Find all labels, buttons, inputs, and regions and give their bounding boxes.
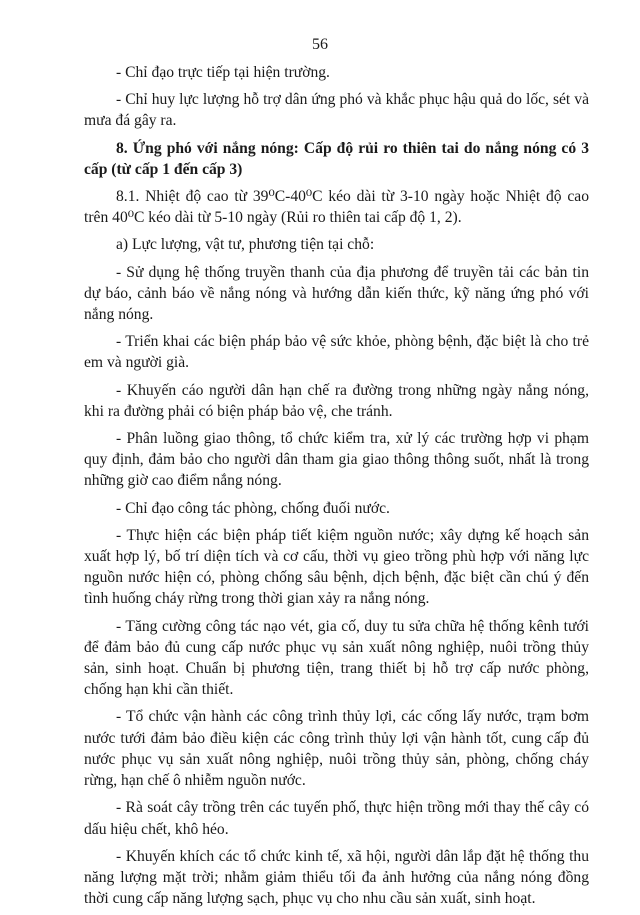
- paragraph: - Chỉ đạo trực tiếp tại hiện trường.: [116, 64, 330, 81]
- subsection-paragraph: 8.1. Nhiệt độ cao từ 39⁰C-40⁰C kéo dài từ 3-10 ngày hoặc Nhiệt độ cao trên 40⁰C kéo dài từ 5-10 ngày (Rủi ro thiên tai cấp độ 1, 2).: [84, 188, 589, 227]
- paragraph: - Sử dụng hệ thống truyền thanh của địa phương để truyền tải các bản tin dự báo, cảnh báo về nắng nóng và hướng dẫn kiến thức, kỹ năng ứng phó với nắng nóng.: [84, 263, 589, 324]
- paragraph: - Tổ chức vận hành các công trình thủy lợi, các cống lấy nước, trạm bơm nước tưới đảm bảo điều kiện các công trình thủy lợi vận hành tốt, cung cấp đủ nước phục vụ sản xuất nông nghiệp, nuôi trồng thủy sản, phòng, chống cháy rừng, hạn chế ô nhiễm nguồn nước.: [84, 708, 589, 790]
- section-heading: 8. Ứng phó với nắng nóng: Cấp độ rủi ro thiên tai do nắng nóng có 3 cấp (từ cấp 1 đến cấp 3): [84, 139, 589, 178]
- paragraph: - Chỉ đạo công tác phòng, chống đuối nước.: [116, 499, 390, 517]
- paragraph: a) Lực lượng, vật tư, phương tiện tại chỗ:: [116, 236, 375, 254]
- paragraph: - Tăng cường công tác nạo vét, gia cố, duy tu sửa chữa hệ thống kênh tưới để đảm bảo đủ cung cấp nước phục vụ sản xuất nông nghiệp, nuôi trồng thủy sản, sinh hoạt. Chuẩn bị phương tiện, trang thiết bị hỗ trợ cấp nước phòng, chống hạn khi cần thiết.: [84, 617, 589, 699]
- paragraph: - Khuyến khích các tổ chức kinh tế, xã hội, người dân lắp đặt hệ thống thu năng lượng mặt trời; nhằm giảm thiểu tối đa ảnh hưởng của nắng nóng đồng thời cung cấp năng lượng sạch, phục vụ cho nhu cầu sản xuất, sinh hoạt.: [84, 847, 589, 908]
- paragraph: - Thực hiện các biện pháp tiết kiệm nguồn nước; xây dựng kế hoạch sản xuất hợp lý, bố trí diện tích và cơ cấu, thời vụ gieo trồng phù hợp với năng lực nguồn nước hiện có, phòng chống sâu bệnh, dịch bệnh, đặc biệt cần chú ý đến tình huống cháy rừng trong thời gian xảy ra nắng nóng.: [84, 526, 589, 608]
- document-body: [84, 62, 589, 915]
- page-number: 56: [312, 36, 328, 53]
- paragraph: - Rà soát cây trồng trên các tuyến phố, thực hiện trồng mới thay thế cây có dấu hiệu chết, khô héo.: [84, 799, 589, 838]
- paragraph: - Triển khai các biện pháp bảo vệ sức khỏe, phòng bệnh, đặc biệt là cho trẻ em và người già.: [84, 333, 589, 372]
- paragraph: - Phân luồng giao thông, tổ chức kiểm tra, xử lý các trường hợp vi phạm quy định, đảm bảo cho người dân tham gia giao thông thông suốt, nhất là trong những giờ cao điểm nắng nóng.: [84, 430, 589, 490]
- paragraph: - Chỉ huy lực lượng hỗ trợ dân ứng phó và khắc phục hậu quả do lốc, sét và mưa đá gây ra.: [84, 91, 589, 130]
- paragraph: - Khuyến cáo người dân hạn chế ra đường trong những ngày nắng nóng, khi ra đường phải có biện pháp bảo vệ, che tránh.: [84, 381, 589, 420]
